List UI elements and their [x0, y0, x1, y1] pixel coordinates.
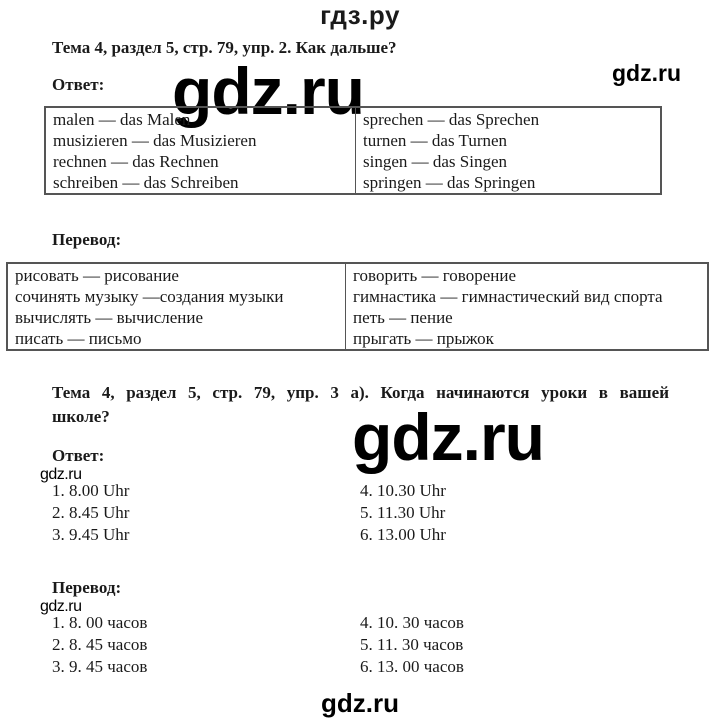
list-item: 6. 13. 00 часов	[360, 657, 464, 676]
site-title: гдз.ру	[320, 0, 400, 30]
answers-right-list	[360, 480, 446, 546]
answer-table-right-column	[356, 107, 662, 194]
exercise-3-heading-line-2: школе?	[52, 407, 110, 426]
table-cell: schreiben — das Schreiben	[53, 173, 239, 192]
exercise-3-answer-label: Ответ:	[52, 446, 105, 465]
watermark-right: gdz.ru	[612, 60, 681, 86]
translation-table-right-column	[346, 263, 709, 350]
table-cell: turnen — das Turnen	[363, 131, 508, 150]
table-cell: прыгать — прыжок	[353, 329, 494, 348]
watermark-large-2: gdz.ru	[352, 400, 544, 474]
table-cell: сочинять музыку —создания музыки	[15, 287, 284, 306]
list-item: 2. 8.45 Uhr	[52, 503, 130, 522]
table-cell: гимнастика — гимнастический вид спорта	[353, 287, 663, 306]
translation-right-list	[360, 612, 464, 678]
table-cell: singen — das Singen	[363, 152, 508, 171]
answer-table	[44, 106, 662, 195]
table-cell: malen — das Malen	[53, 110, 191, 129]
exercise-2-answer-label: Ответ:	[52, 75, 105, 94]
table-cell: rechnen — das Rechnen	[53, 152, 219, 171]
exercise-2-translation-label: Перевод:	[52, 230, 122, 249]
watermark-bottom: gdz.ru	[321, 688, 399, 718]
watermark-small: gdz.ru	[40, 466, 82, 483]
table-cell: musizieren — das Musizieren	[53, 131, 257, 150]
list-item: 4. 10. 30 часов	[360, 613, 464, 632]
answers-left-list	[52, 480, 129, 546]
table-cell: рисовать — рисование	[15, 266, 179, 285]
list-item: 6. 13.00 Uhr	[360, 525, 446, 544]
table-cell: sprechen — das Sprechen	[363, 110, 540, 129]
exercise-3-heading-line-1: Тема 4, раздел 5, стр. 79, упр. 3 а). Когда начинаются уроки в вашей	[52, 383, 669, 402]
list-item: 1. 8.00 Uhr	[52, 481, 130, 500]
table-cell: springen — das Springen	[363, 173, 536, 192]
translation-left-list	[52, 612, 147, 678]
translation-table	[6, 262, 709, 351]
list-item: 5. 11.30 Uhr	[360, 503, 446, 522]
list-item: 1. 8. 00 часов	[52, 613, 148, 632]
list-item: 3. 9.45 Uhr	[52, 525, 130, 544]
table-cell: говорить — говорение	[353, 266, 516, 285]
table-cell: вычислять — вычисление	[15, 308, 204, 327]
list-item: 4. 10.30 Uhr	[360, 481, 446, 500]
watermark-small-2: gdz.ru	[40, 598, 82, 615]
watermark-large: gdz.ru	[172, 54, 364, 128]
answer-table-left-column	[45, 107, 356, 194]
list-item: 2. 8. 45 часов	[52, 635, 148, 654]
list-item: 5. 11. 30 часов	[360, 635, 464, 654]
list-item: 3. 9. 45 часов	[52, 657, 148, 676]
exercise-3-translation-label: Перевод:	[52, 578, 122, 597]
translation-table-left-column	[7, 263, 346, 350]
exercise-2-heading: Тема 4, раздел 5, стр. 79, упр. 2. Как дальше?	[52, 38, 397, 57]
table-cell: петь — пение	[353, 308, 453, 327]
table-cell: писать — письмо	[15, 329, 142, 348]
